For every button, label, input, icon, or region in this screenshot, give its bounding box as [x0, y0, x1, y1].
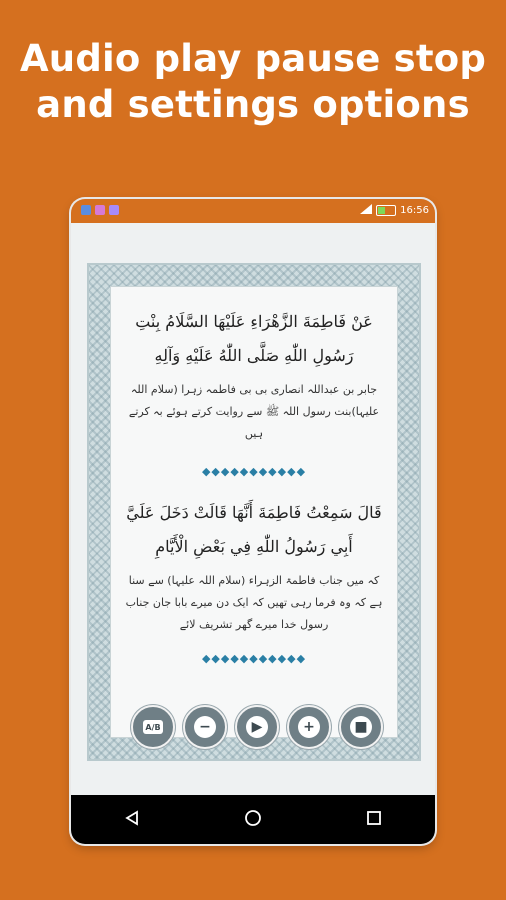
status-app-icons — [81, 205, 119, 215]
stop-button[interactable] — [339, 705, 383, 749]
status-time: 16:56 — [400, 205, 429, 216]
stop-icon: ■ — [350, 716, 372, 738]
urdu-translation: جابر بن عبداللہ انصاری بی بی فاطمہ زہرا (سلام اللہ علیہا)بنت رسول اللہ ﷺ سے روایت کرتے ہوئے بہ کرتے ہیں — [128, 383, 380, 440]
settings-icon: A/B — [143, 720, 163, 734]
audio-controls — [131, 705, 431, 749]
signal-icon — [360, 204, 372, 217]
decrease-button[interactable] — [183, 705, 227, 749]
navigation-bar — [71, 795, 435, 844]
app-notification-icon — [109, 205, 119, 215]
status-right — [360, 204, 429, 217]
back-triangle-icon — [124, 810, 140, 830]
phone-frame — [71, 199, 435, 844]
minus-icon: − — [194, 716, 216, 738]
battery-level-bar — [378, 207, 385, 214]
separator: ◆◆◆◆◆◆◆◆◆◆◆ — [201, 465, 307, 478]
text-page[interactable] — [111, 287, 397, 737]
battery-icon — [376, 205, 396, 216]
recents-button[interactable] — [344, 800, 404, 840]
headline-line-2: and settings options — [36, 83, 470, 126]
play-icon: ▶ — [246, 716, 268, 738]
headline — [0, 36, 506, 128]
app-content — [71, 223, 435, 795]
increase-button[interactable] — [287, 705, 331, 749]
arabic-text-line: رَسُولِ اللّٰهِ صَلَّى اللّٰهُ عَلَيْهِ وَآلِهِ — [154, 346, 354, 365]
settings-button[interactable] — [131, 705, 175, 749]
arabic-text-line: أَبِي رَسُولُ اللّٰهِ فِي بَعْضِ الْأَيَّامِ — [155, 537, 353, 556]
urdu-translation: کہ میں جناب فاطمۃ الزہراء (سلام اللہ علیہا) سے سنا ہے کہ وہ فرما رہی تھیں کہ ایک دن میرے بابا جان جناب رسول خدا میرے گھر تشریف لائے — [125, 574, 383, 631]
home-button[interactable] — [223, 800, 283, 840]
headline-line-1: Audio play pause stop — [19, 37, 487, 80]
status-bar — [71, 199, 435, 223]
ornamental-border — [87, 263, 421, 761]
recents-square-icon — [366, 810, 382, 830]
app-notification-icon — [81, 205, 91, 215]
plus-icon: + — [298, 716, 320, 738]
app-notification-icon — [95, 205, 105, 215]
play-button[interactable] — [235, 705, 279, 749]
back-button[interactable] — [102, 800, 162, 840]
home-circle-icon — [244, 809, 262, 831]
arabic-text-line: قَالَ سَمِعْتُ فَاطِمَةَ أَنَّهَا قَالَتْ دَخَلَ عَلَيَّ — [126, 503, 382, 522]
separator: ◆◆◆◆◆◆◆◆◆◆◆ — [201, 652, 307, 665]
arabic-text-line: عَنْ فَاطِمَةَ الزَّهْرَاءِ عَلَيْهَا السَّلَامُ بِنْتِ — [135, 312, 373, 331]
